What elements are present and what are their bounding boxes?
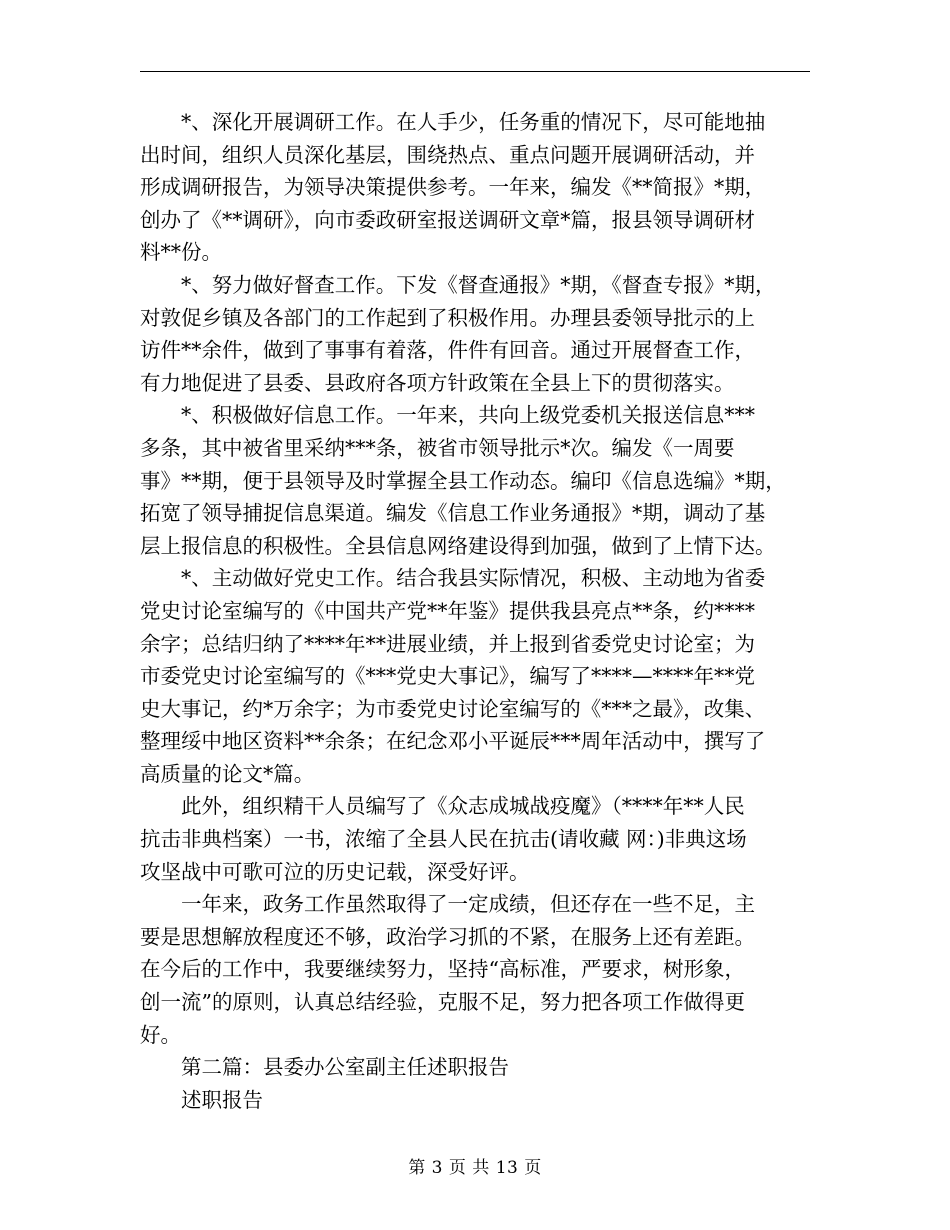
text-line: 好。 bbox=[140, 1022, 181, 1047]
text-line: 出时间，组织人员深化基层，围绕热点、重点问题开展调研活动，并 bbox=[140, 142, 755, 167]
text-line: 形成调研报告，为领导决策提供参考。一年来，编发《**简报》*期， bbox=[140, 175, 766, 200]
text-line: 攻坚战中可歌可泣的历史记载，深受好评。 bbox=[140, 859, 530, 884]
paragraph bbox=[140, 562, 812, 790]
text-line: 此外，组织精干人员编写了《众志成城战疫魔》（****年**人民 bbox=[140, 794, 745, 819]
text-line: 多条，其中被省里采纳***条，被省市领导批示*次。编发《一周要 bbox=[140, 435, 735, 460]
text-line: 对敦促乡镇及各部门的工作起到了积极作用。办理县委领导批示的上 bbox=[140, 305, 755, 330]
text-line: 史大事记，约*万余字；为市委党史讨论室编写的《***之最》，改集、 bbox=[140, 696, 766, 721]
text-line: 有力地促进了县委、县政府各项方针政策在全县上下的贯彻落实。 bbox=[140, 370, 735, 395]
text-line: 在今后的工作中，我要继续努力，坚持“高标准，严要求，树形象， bbox=[140, 957, 745, 982]
document-body bbox=[140, 106, 812, 1116]
text-line: 述职报告 bbox=[140, 1087, 263, 1112]
text-line: 一年来，政务工作虽然取得了一定成绩，但还存在一些不足，主 bbox=[140, 892, 755, 917]
paragraph bbox=[140, 399, 812, 562]
text-line: 拓宽了领导捕捉信息渠道。编发《信息工作业务通报》*期，调动了基 bbox=[140, 501, 766, 526]
text-line: 高质量的论文*篇。 bbox=[140, 761, 315, 786]
text-line: *、深化开展调研工作。在人手少，任务重的情况下，尽可能地抽 bbox=[140, 110, 766, 134]
text-line: 层上报信息的积极性。全县信息网络建设得到加强，做到了上情下达。 bbox=[140, 533, 776, 558]
paragraph bbox=[140, 1051, 812, 1084]
paragraph bbox=[140, 106, 812, 269]
text-line: 要是思想解放程度还不够，政治学习抓的不紧，在服务上还有差距。 bbox=[140, 924, 755, 949]
text-line: *、主动做好党史工作。结合我县实际情况，积极、主动地为省委 bbox=[140, 566, 766, 591]
text-line: 整理绥中地区资料**余条；在纪念邓小平诞辰***周年活动中，撰写了 bbox=[140, 729, 766, 754]
text-line: 抗击非典档案）一书，浓缩了全县人民在抗击(请收藏 网：)非典这场 bbox=[140, 827, 747, 852]
header-rule bbox=[140, 71, 810, 72]
text-line: 料**份。 bbox=[140, 240, 222, 265]
text-line: *、积极做好信息工作。一年来，共向上级党委机关报送信息*** bbox=[140, 403, 755, 428]
text-line: 第二篇：县委办公室副主任述职报告 bbox=[140, 1055, 509, 1080]
text-line: 创办了《**调研》，向市委政研室报送调研文章*篇，报县领导调研材 bbox=[140, 207, 755, 232]
text-line: 余字；总结归纳了****年**进展业绩，并上报到省委党史讨论室；为 bbox=[140, 631, 755, 656]
paragraph bbox=[140, 269, 812, 399]
text-line: *、努力做好督查工作。下发《督查通报》*期，《督查专报》*期， bbox=[140, 272, 776, 297]
page-number-footer: 第 3 页 共 13 页 bbox=[408, 1158, 542, 1178]
text-line: 党史讨论室编写的《中国共产党**年鉴》提供我县亮点**条，约**** bbox=[140, 598, 755, 623]
paragraph bbox=[140, 888, 812, 1051]
paragraph bbox=[140, 1084, 812, 1117]
text-line: 创一流”的原则，认真总结经验，克服不足，努力把各项工作做得更 bbox=[140, 990, 745, 1015]
paragraph bbox=[140, 790, 812, 888]
text-line: 市委党史讨论室编写的《***党史大事记》，编写了****—****年**党 bbox=[140, 664, 755, 689]
text-line: 访件**余件，做到了事事有着落，件件有回音。通过开展督查工作， bbox=[140, 338, 755, 363]
text-line: 事》**期，便于县领导及时掌握全县工作动态。编印《信息选编》*期， bbox=[140, 468, 786, 493]
